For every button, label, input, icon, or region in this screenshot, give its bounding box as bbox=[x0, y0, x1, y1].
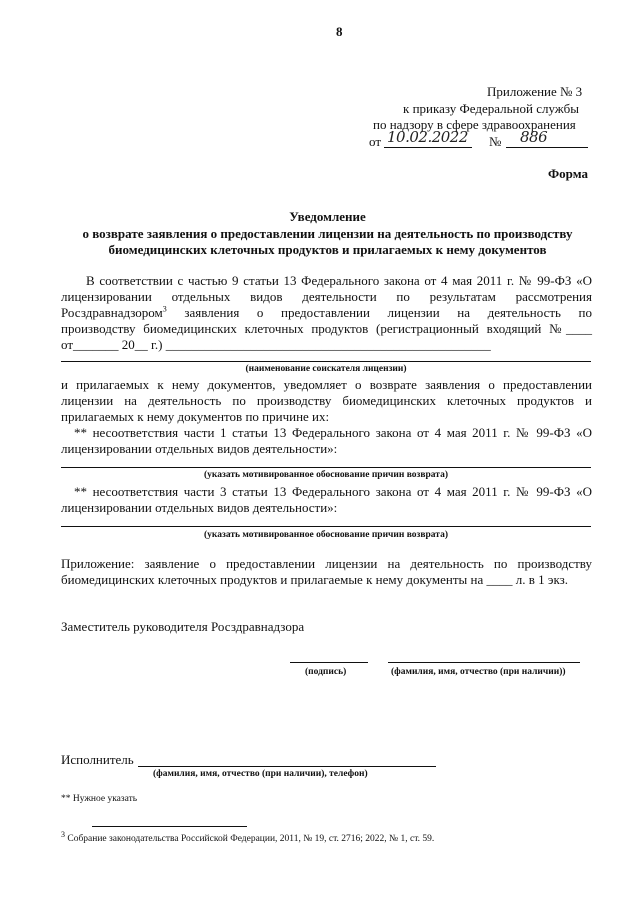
para1-line-1: В соответствии с частью 9 статьи 13 Федерального закона от 4 мая 2011 г. № 99-ФЗ «О bbox=[86, 273, 592, 288]
para2-line-3: прилагаемых к нему документов по причине их: bbox=[61, 409, 330, 424]
para1-line-2: лицензировании отдельных видов деятельности по результатам рассмотрения bbox=[61, 289, 592, 304]
applicant-line bbox=[61, 361, 591, 362]
reason2-caption: (указать мотивированное обоснование причин возврата) bbox=[204, 530, 448, 540]
appendix-date-value: 10.02.2022 bbox=[387, 128, 468, 146]
para2-line-2: лицензии на деятельность по производству биомедицинских клеточных продуктов и bbox=[61, 393, 592, 408]
appendix-line-1: Приложение № 3 bbox=[487, 84, 583, 99]
reason1-line-1: ** несоответствия части 1 статьи 13 Федерального закона от 4 мая 2011 г. № 99-ФЗ «О bbox=[74, 425, 592, 440]
signer-title: Заместитель руководителя Росздравнадзора bbox=[61, 619, 305, 634]
executor-label: Исполнитель bbox=[61, 752, 134, 767]
para1-line-3: Росздравнадзором$^3$ заявления о предоставлении лицензии на деятельность по bbox=[61, 304, 592, 320]
reason2-line-2: лицензировании отдельных видов деятельности»: bbox=[61, 500, 338, 515]
appendix-line-3: по надзору в сфере здравоохранения bbox=[373, 117, 576, 132]
form-label: Форма bbox=[548, 166, 588, 181]
reason1-caption: (указать мотивированное обоснование причин возврата) bbox=[204, 470, 448, 480]
number-underline bbox=[506, 147, 588, 148]
reason2-line bbox=[61, 526, 591, 527]
footnote-separator bbox=[92, 826, 247, 827]
fio-caption: (фамилия, имя, отчество (при наличии)) bbox=[391, 667, 566, 677]
appendix-number-value: 886 bbox=[520, 128, 548, 146]
required-note: ** Нужное указать bbox=[61, 794, 138, 804]
executor-line bbox=[138, 766, 436, 767]
fio-line bbox=[388, 662, 580, 663]
page-number: 8 bbox=[336, 24, 343, 39]
applicant-caption: (наименование соискателя лицензии) bbox=[245, 364, 407, 374]
para1-line-5: от_______ 20__ г.) __________________________________________________ bbox=[61, 337, 491, 352]
footnote: $^3$ Собрание законодательства Российской Федерации, 2011, № 19, ст. 2716; 2022, № 1, ст. 59. bbox=[61, 829, 435, 844]
attachment-line-1: Приложение: заявление о предоставлении лицензии на деятельность по производству bbox=[61, 556, 592, 571]
appendix-line-2: к приказу Федеральной службы bbox=[403, 101, 579, 116]
para1-line-4: производству биомедицинских клеточных продуктов (регистрационный входящий №____ bbox=[61, 321, 592, 336]
document-subtitle-2: биомедицинских клеточных продуктов и прилагаемых к нему документов bbox=[108, 242, 547, 257]
signature-line bbox=[290, 662, 368, 663]
date-underline bbox=[384, 147, 472, 148]
signature-caption: (подпись) bbox=[305, 667, 347, 677]
reason1-line bbox=[61, 467, 591, 468]
reason1-line-2: лицензировании отдельных видов деятельности»: bbox=[61, 441, 338, 456]
document-title: Уведомление bbox=[289, 209, 366, 224]
appendix-date-prefix: от bbox=[369, 134, 382, 149]
reason2-line-1: ** несоответствия части 3 статьи 13 Федерального закона от 4 мая 2011 г. № 99-ФЗ «О bbox=[74, 484, 592, 499]
executor-caption: (фамилия, имя, отчество (при наличии), телефон) bbox=[153, 769, 368, 779]
appendix-number-prefix: № bbox=[489, 134, 502, 149]
attachment-line-2: биомедицинских клеточных продуктов и прилагаемые к нему документы на ____ л. в 1 экз. bbox=[61, 572, 569, 587]
para2-line-1: и прилагаемых к нему документов, уведомляет о возврате заявления о предоставлении bbox=[61, 377, 592, 392]
document-subtitle-1: о возврате заявления о предоставлении лицензии на деятельность по производству bbox=[82, 226, 573, 241]
